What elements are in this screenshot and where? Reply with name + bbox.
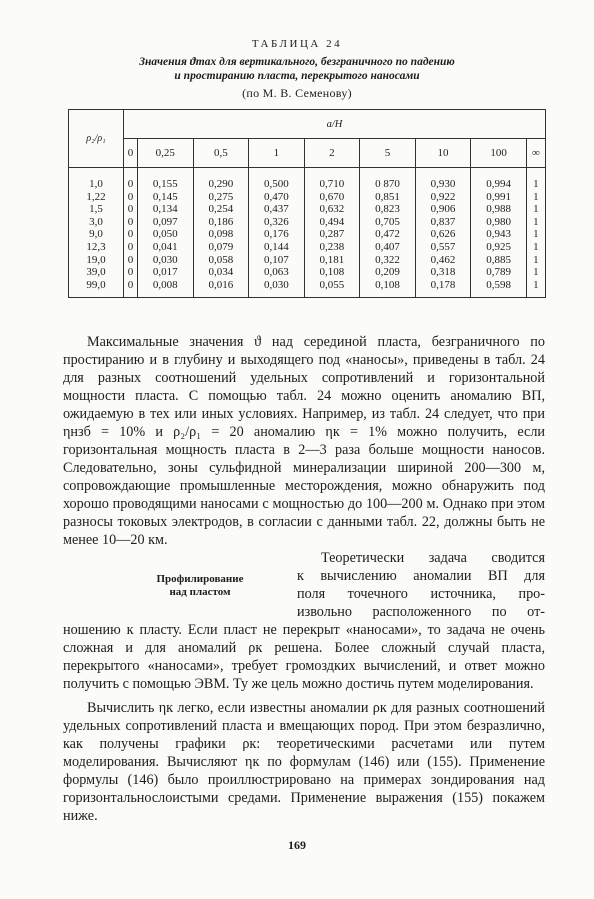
- value-cell: 0,437: [249, 203, 305, 216]
- value-cell: 0,108: [304, 266, 360, 279]
- value-cell: 0,107: [249, 254, 305, 267]
- section-title-line1: Профилирование: [156, 573, 244, 585]
- value-cell: 0,108: [360, 279, 416, 298]
- value-cell: 0,407: [360, 241, 416, 254]
- value-cell: 0,557: [415, 241, 471, 254]
- paragraph-2-line1: Теоретически задача сводится: [321, 550, 545, 566]
- column-header: 0,25: [138, 139, 194, 168]
- value-cell: 1: [526, 241, 545, 254]
- table-subtitle: (по М. В. Семенову): [242, 86, 352, 100]
- table-row: [69, 228, 546, 241]
- value-cell: 0,632: [304, 203, 360, 216]
- value-cell: 0,980: [471, 216, 527, 229]
- value-cell: 0,209: [360, 266, 416, 279]
- row-label-cell: 19,0: [69, 254, 124, 267]
- page-number: 169: [288, 838, 306, 852]
- value-cell: 0,670: [304, 191, 360, 204]
- value-cell: 0,885: [471, 254, 527, 267]
- column-header: 0,5: [193, 139, 249, 168]
- paragraph-2-line4: извольно расположенного по от-: [297, 604, 545, 620]
- value-cell: 0,079: [193, 241, 249, 254]
- value-cell: 0: [124, 254, 138, 267]
- value-cell: 0,326: [249, 216, 305, 229]
- value-cell: 0,181: [304, 254, 360, 267]
- value-cell: 0,598: [471, 279, 527, 298]
- value-cell: 0,016: [193, 279, 249, 298]
- row-label-cell: 1,5: [69, 203, 124, 216]
- row-label-cell: 1,0: [69, 168, 124, 191]
- table-row: [69, 266, 546, 279]
- row-label-cell: 12,3: [69, 241, 124, 254]
- value-cell: 1: [526, 168, 545, 191]
- value-cell: 0,500: [249, 168, 305, 191]
- value-cell: 1: [526, 279, 545, 298]
- table-row: [69, 254, 546, 267]
- value-cell: 0,925: [471, 241, 527, 254]
- value-cell: 0,462: [415, 254, 471, 267]
- paragraph-3: Вычислить ηк легко, если известны аномалии ρк для разных соотношений удельных сопротивлений пласта и вмещающих пород. При этом безразлично, как получены графики ρк: теоретическими расчетами или путем моделирования. Вычисляют ηк по формулам (146) или (155). Применение формулы (146) было проиллюстрировано на примерах зондирования над горизонтальнослоистыми средами. Применение выражения (155) покажем ниже.: [63, 700, 545, 824]
- value-cell: 0,098: [193, 228, 249, 241]
- value-cell: 0,470: [249, 191, 305, 204]
- value-cell: 0,055: [304, 279, 360, 298]
- value-cell: 0,930: [415, 168, 471, 191]
- column-header: 10: [415, 139, 471, 168]
- value-cell: 1: [526, 228, 545, 241]
- value-cell: 0,988: [471, 203, 527, 216]
- value-cell: 0,290: [193, 168, 249, 191]
- value-cell: 0,626: [415, 228, 471, 241]
- value-cell: 0,176: [249, 228, 305, 241]
- value-cell: 0,155: [138, 168, 194, 191]
- value-cell: 0,494: [304, 216, 360, 229]
- group-header: a/H: [124, 110, 546, 139]
- value-cell: 0: [124, 279, 138, 298]
- column-header: 100: [471, 139, 527, 168]
- value-cell: 0,144: [249, 241, 305, 254]
- table-row: [69, 279, 546, 298]
- value-cell: 0,823: [360, 203, 416, 216]
- table-row: [69, 168, 546, 191]
- table-row: [69, 241, 546, 254]
- value-cell: 1: [526, 216, 545, 229]
- value-cell: 1: [526, 203, 545, 216]
- table-row: [69, 203, 546, 216]
- value-cell: 0,322: [360, 254, 416, 267]
- value-cell: 0,710: [304, 168, 360, 191]
- value-cell: 0,008: [138, 279, 194, 298]
- paragraph-2-line2: к вычислению аномалии ВП для: [297, 568, 545, 584]
- value-cell: 0,186: [193, 216, 249, 229]
- column-header-row: [69, 139, 546, 168]
- value-cell: 0,030: [138, 254, 194, 267]
- value-cell: 0,789: [471, 266, 527, 279]
- value-cell: 0,238: [304, 241, 360, 254]
- value-cell: 0,906: [415, 203, 471, 216]
- value-cell: 0,050: [138, 228, 194, 241]
- section-title-line2: над пластом: [169, 586, 231, 598]
- value-cell: 0,017: [138, 266, 194, 279]
- value-cell: 0,705: [360, 216, 416, 229]
- value-cell: 0: [124, 266, 138, 279]
- table-row: [69, 191, 546, 204]
- value-cell: 0,041: [138, 241, 194, 254]
- data-table: [68, 109, 546, 298]
- column-header: 2: [304, 139, 360, 168]
- value-cell: 0,063: [249, 266, 305, 279]
- value-cell: 0,922: [415, 191, 471, 204]
- table-body: [69, 168, 546, 298]
- table-row: [69, 216, 546, 229]
- paragraph-2-line3: поля точечного источника, про-: [297, 586, 545, 602]
- value-cell: 0,275: [193, 191, 249, 204]
- row-label-cell: 99,0: [69, 279, 124, 298]
- value-cell: 0: [124, 216, 138, 229]
- table-title: [0, 55, 594, 83]
- value-cell: 1: [526, 254, 545, 267]
- value-cell: 0 870: [360, 168, 416, 191]
- value-cell: 0,287: [304, 228, 360, 241]
- row-label-cell: 9,0: [69, 228, 124, 241]
- row-header: ρ₂/ρ₁: [69, 110, 124, 168]
- value-cell: 0: [124, 191, 138, 204]
- value-cell: 0: [124, 241, 138, 254]
- value-cell: 0,837: [415, 216, 471, 229]
- table-label: ТАБЛИЦА 24: [251, 38, 343, 50]
- value-cell: 0,318: [415, 266, 471, 279]
- value-cell: 0,134: [138, 203, 194, 216]
- column-header: 0: [124, 139, 138, 168]
- value-cell: 0,145: [138, 191, 194, 204]
- section-title: [130, 573, 270, 599]
- table-title-line1: Значения ϑmax для вертикального, безграничного по падению: [139, 56, 455, 68]
- row-label-cell: 1,22: [69, 191, 124, 204]
- value-cell: 0,991: [471, 191, 527, 204]
- value-cell: 1: [526, 266, 545, 279]
- value-cell: 0,943: [471, 228, 527, 241]
- value-cell: 0,030: [249, 279, 305, 298]
- value-cell: 0,851: [360, 191, 416, 204]
- value-cell: 0,097: [138, 216, 194, 229]
- value-cell: 0,178: [415, 279, 471, 298]
- value-cell: 0,994: [471, 168, 527, 191]
- value-cell: 0,254: [193, 203, 249, 216]
- value-cell: 0: [124, 168, 138, 191]
- row-label-cell: 39,0: [69, 266, 124, 279]
- value-cell: 1: [526, 191, 545, 204]
- value-cell: 0: [124, 203, 138, 216]
- column-header: ∞: [526, 139, 545, 168]
- value-cell: 0,472: [360, 228, 416, 241]
- paragraph-1: Максимальные значения ϑ над серединой пласта, безграничного по простиранию и в глубину и выходящего под «наносы», приведены в табл. 24 для разных соотношений удельных сопротивлений и горизонтальной мощности пласта. С помощью табл. 24 можно оценить аномалию ВП, ожидаемую в тех или иных условиях. Например, из табл. 24 следует, что при ηнзб = 10% и ρ₂/ρ₁ = 20 аномалию ηк = 1% можно получить, если горизонтальная мощность пласта в 2—3 раза больше мощности наносов. Следовательно, зоны сульфидной минерализации шириной 200—300 м, сопровождающие промышленные месторождения, можно обнаружить под хорошо проводящими наносами с мощностью до 100—200 м. Однако при этом разносы токовых электродов, в согласии с данными табл. 22, должны быть не менее 10—20 км.: [63, 334, 545, 548]
- value-cell: 0,058: [193, 254, 249, 267]
- value-cell: 0,034: [193, 266, 249, 279]
- column-header: 5: [360, 139, 416, 168]
- paragraph-2-continued: ношению к пласту. Если пласт не перекрыт «наносами», то задача не очень сложная и для аномалий ρк решена. Более сложный случай пласта, перекрытого «наносами», требует громоздких вычислений, и ответ можно получить с помощью ЭВМ. Ту же цель можно достичь путем моделирования.: [63, 622, 545, 692]
- value-cell: 0: [124, 228, 138, 241]
- column-header: 1: [249, 139, 305, 168]
- table-title-line2: и простиранию пласта, перекрытого наносами: [174, 70, 420, 82]
- row-label-cell: 3,0: [69, 216, 124, 229]
